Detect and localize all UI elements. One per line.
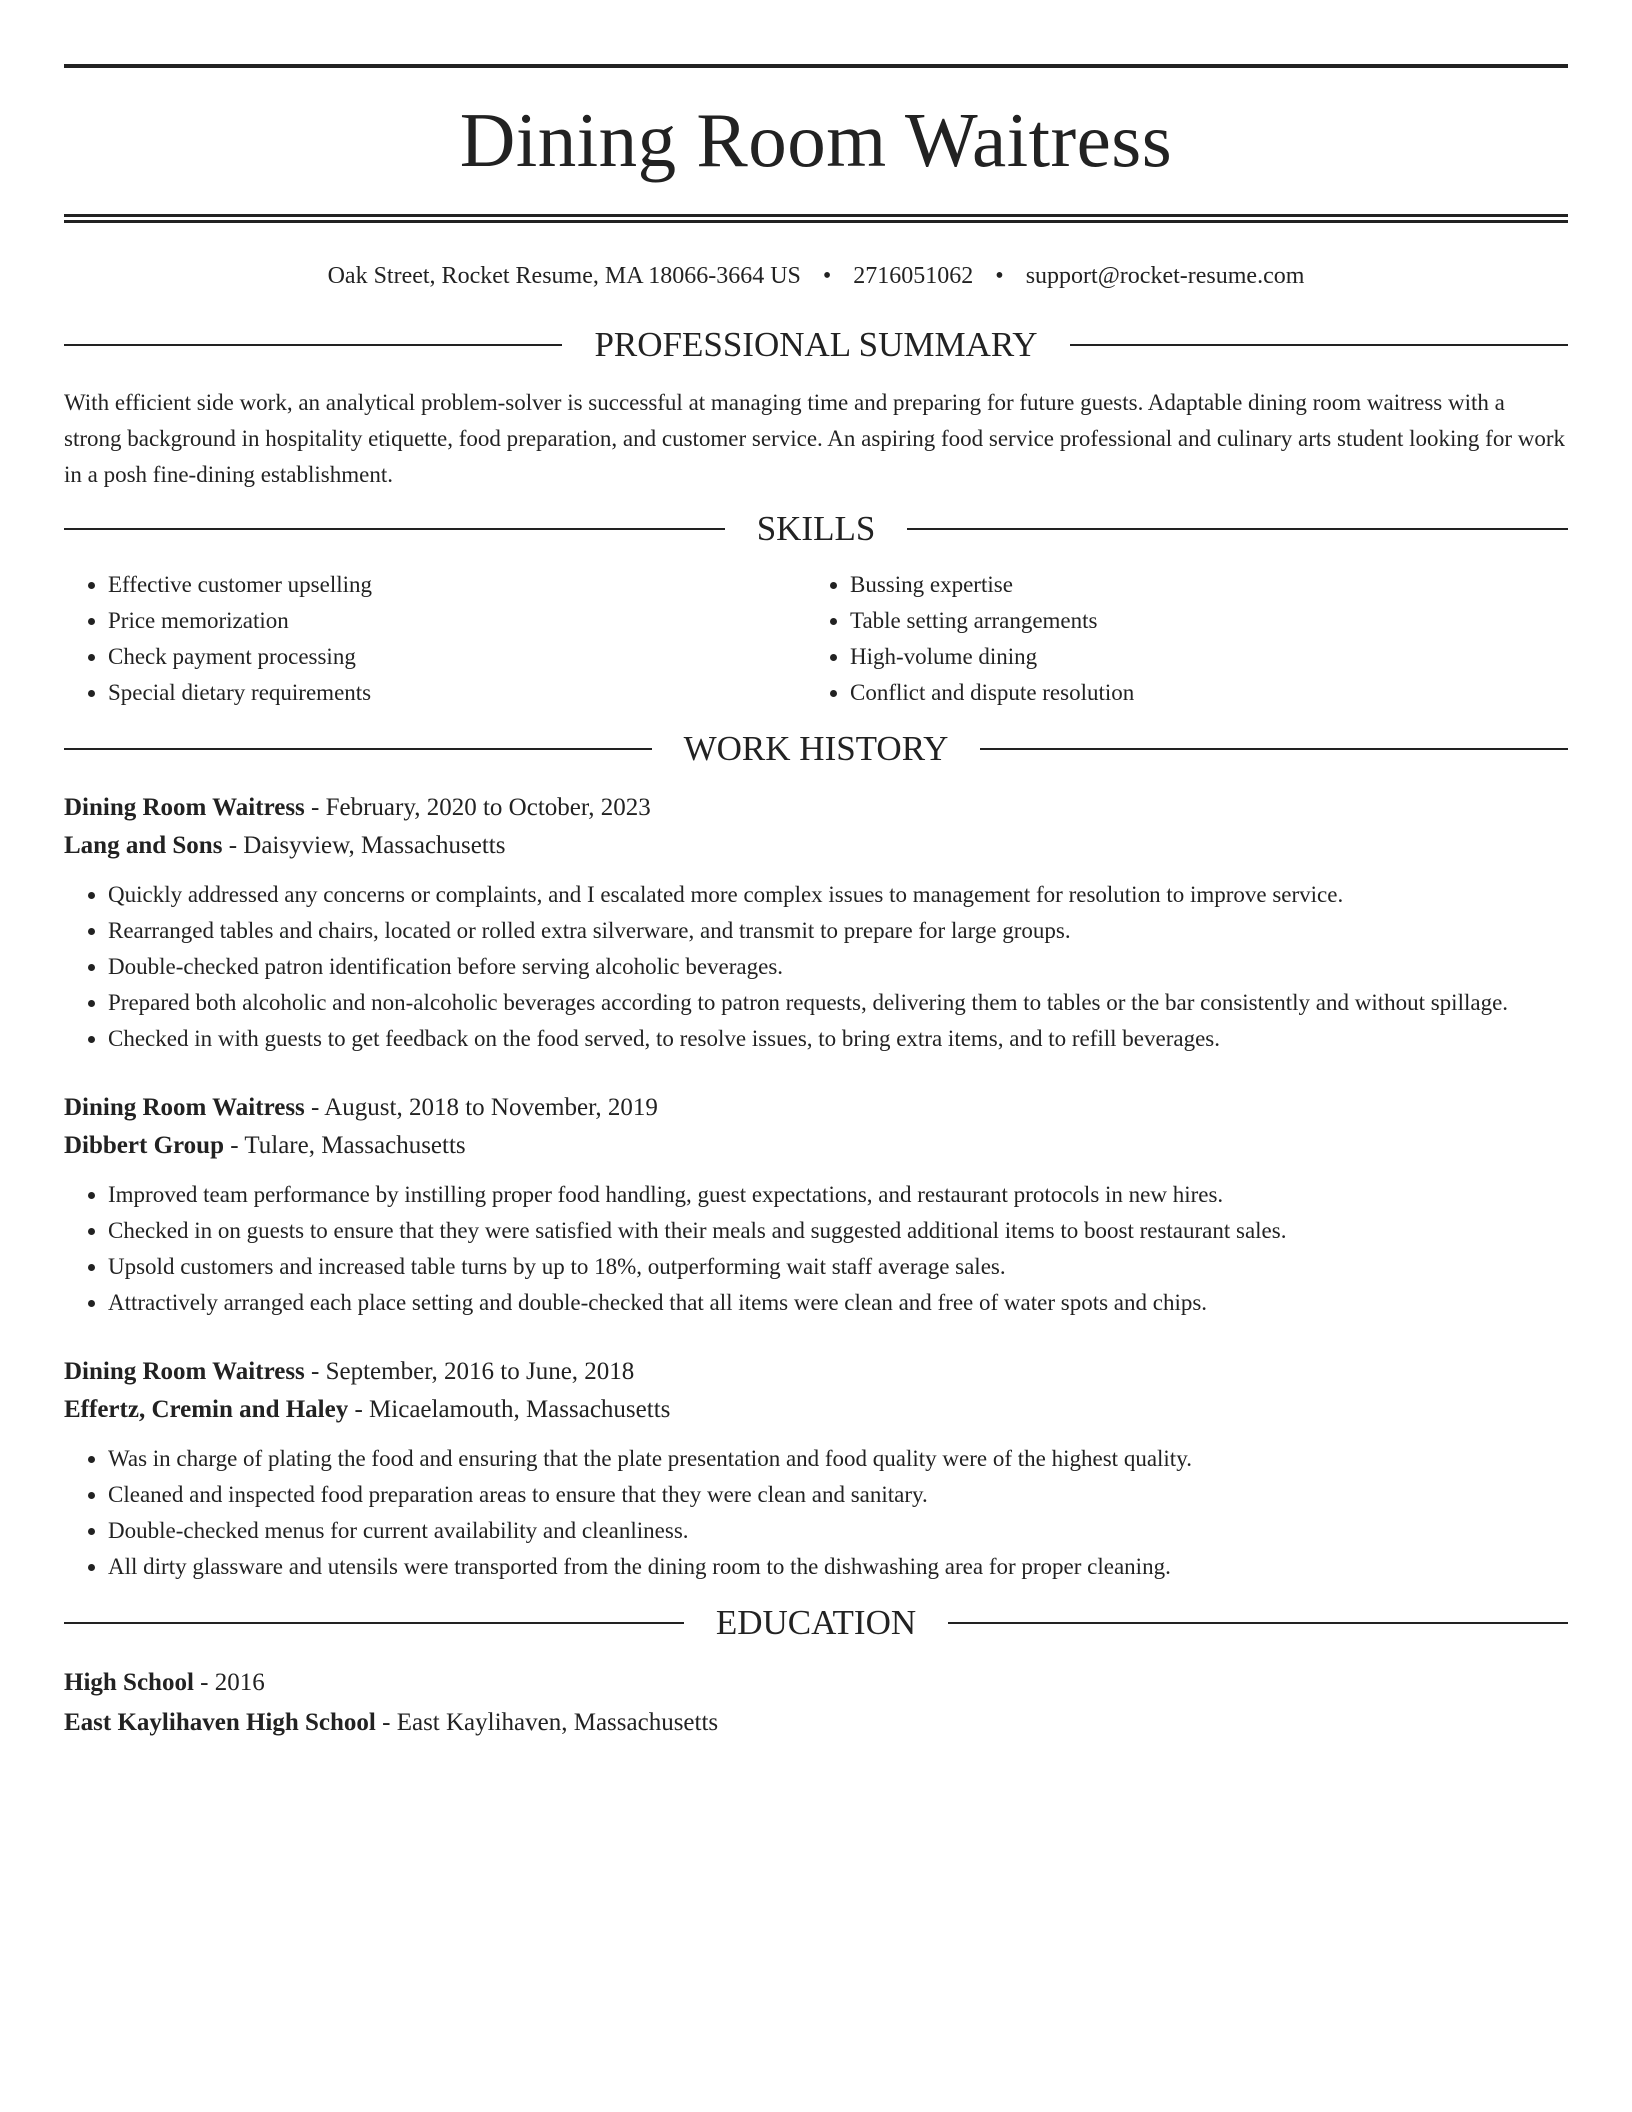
job-bullet: • Checked in with guests to get feedback on the food served, to resolve issues, to bring extra items, and to refill beverages. xyxy=(108,1021,1568,1057)
education-year: - 2016 xyxy=(193,1669,265,1696)
skills-heading xyxy=(64,503,1568,555)
heading-rule-right xyxy=(948,1622,1568,1624)
education-location: - East Kaylihaven, Massachusetts xyxy=(375,1709,719,1736)
heading-rule-left xyxy=(64,748,652,750)
job-entry xyxy=(64,789,1568,1057)
education-school-line xyxy=(64,1703,1568,1743)
summary-text: With efficient side work, an analytical problem-solver is successful at managing time and preparing for future guests. Adaptable dining room waitress with a strong background in hospitality etiquette, food preparation, and customer service. An aspiring food service professional and culinary arts student looking for work in a posh fine-dining establishment. xyxy=(64,390,1566,487)
email-link[interactable]: support@rocket-resume.com xyxy=(1025,263,1305,289)
job-title-line xyxy=(64,1353,1568,1391)
job-bullet: • Was in charge of plating the food and ensuring that the plate presentation and food quality were of the highest quality. xyxy=(108,1441,1568,1477)
contact-separator: • xyxy=(995,263,1004,289)
job-bullet: • Checked in on guests to ensure that they were satisfied with their meals and suggested additional items to boost restaurant sales. xyxy=(108,1213,1568,1249)
skills-column-right xyxy=(806,567,1548,711)
contact-separator: • xyxy=(822,263,832,289)
job-bullets xyxy=(64,1441,1568,1585)
job-bullet: • All dirty glassware and utensils were transported from the dining room to the dishwashing area for proper cleaning. xyxy=(108,1549,1568,1585)
job-company-line xyxy=(64,827,1568,865)
work-heading xyxy=(64,723,1568,775)
heading-rule-right xyxy=(907,528,1568,530)
resume-name: Dining Room Waitress xyxy=(459,97,1173,183)
heading-rule-right xyxy=(980,748,1568,750)
job-role: Dining Room Waitress xyxy=(64,1094,305,1121)
job-bullet: • Rearranged tables and chairs, located or rolled extra silverware, and transmit to prepare for large groups. xyxy=(108,913,1568,949)
job-bullet: • Upsold customers and increased table turns by up to 18%, outperforming wait staff average sales. xyxy=(108,1249,1568,1285)
job-bullet: • Cleaned and inspected food preparation areas to ensure that they were clean and sanitary. xyxy=(108,1477,1568,1513)
summary-title: PROFESSIONAL SUMMARY xyxy=(594,325,1038,364)
job-bullet: • Quickly addressed any concerns or complaints, and I escalated more complex issues to management for resolution to improve service. xyxy=(108,877,1568,913)
skills-column-left xyxy=(64,567,806,711)
heading-rule-left xyxy=(64,1622,684,1624)
skill-item: • Bussing expertise xyxy=(850,567,1548,603)
job-bullet: • Improved team performance by instilling proper food handling, guest expectations, and restaurant protocols in new hires. xyxy=(108,1177,1568,1213)
job-company-line xyxy=(64,1127,1568,1165)
job-bullet: • Attractively arranged each place setting and double-checked that all items were clean and free of water spots and chips. xyxy=(108,1285,1568,1321)
education-school: East Kaylihaven High School xyxy=(64,1709,376,1736)
double-rule xyxy=(64,214,1568,223)
resume-page xyxy=(64,64,1568,1743)
contact-line xyxy=(64,259,1568,299)
job-title-line xyxy=(64,789,1568,827)
job-bullet: • Prepared both alcoholic and non-alcoholic beverages according to patron requests, delivering them to tables or the bar consistently and without spillage. xyxy=(108,985,1568,1021)
job-entry xyxy=(64,1353,1568,1585)
skill-item: • Table setting arrangements xyxy=(850,603,1548,639)
education-degree-line xyxy=(64,1663,1568,1703)
education-heading xyxy=(64,1597,1568,1649)
job-dates: - February, 2020 to October, 2023 xyxy=(304,794,651,821)
skill-item: • Conflict and dispute resolution xyxy=(850,675,1548,711)
work-title: WORK HISTORY xyxy=(683,729,949,768)
skill-item: • High-volume dining xyxy=(850,639,1548,675)
education-entry xyxy=(64,1663,1568,1743)
education-title: EDUCATION xyxy=(715,1603,917,1642)
summary-heading xyxy=(64,319,1568,371)
skill-item: • Check payment processing xyxy=(108,639,806,675)
job-bullet: • Double-checked menus for current availability and cleanliness. xyxy=(108,1513,1568,1549)
skills-title: SKILLS xyxy=(756,509,876,548)
heading-rule-right xyxy=(1070,344,1568,346)
job-company: Effertz, Cremin and Haley xyxy=(64,1396,349,1423)
job-entry xyxy=(64,1089,1568,1321)
job-bullets xyxy=(64,877,1568,1057)
job-location: - Daisyview, Massachusetts xyxy=(222,832,506,859)
address: Oak Street, Rocket Resume, MA 18066-3664 US xyxy=(327,263,801,289)
heading-rule-left xyxy=(64,528,725,530)
skill-item: • Special dietary requirements xyxy=(108,675,806,711)
heading-rule-left xyxy=(64,344,562,346)
skill-item: • Effective customer upselling xyxy=(108,567,806,603)
job-company: Dibbert Group xyxy=(64,1132,224,1159)
job-company: Lang and Sons xyxy=(64,832,223,859)
job-bullet: • Double-checked patron identification before serving alcoholic beverages. xyxy=(108,949,1568,985)
education-degree: High School xyxy=(64,1669,194,1696)
job-role: Dining Room Waitress xyxy=(64,1358,305,1385)
skill-item: • Price memorization xyxy=(108,603,806,639)
job-company-line xyxy=(64,1391,1568,1429)
job-dates: - August, 2018 to November, 2019 xyxy=(304,1094,658,1121)
job-title-line xyxy=(64,1089,1568,1127)
job-role: Dining Room Waitress xyxy=(64,794,305,821)
job-dates: - September, 2016 to June, 2018 xyxy=(304,1358,635,1385)
skills-list xyxy=(64,567,1568,711)
job-bullets xyxy=(64,1177,1568,1321)
top-rule xyxy=(64,64,1568,68)
phone: 2716051062 xyxy=(853,263,974,289)
job-location: - Tulare, Massachusetts xyxy=(223,1132,466,1159)
job-location: - Micaelamouth, Massachusetts xyxy=(348,1396,671,1423)
